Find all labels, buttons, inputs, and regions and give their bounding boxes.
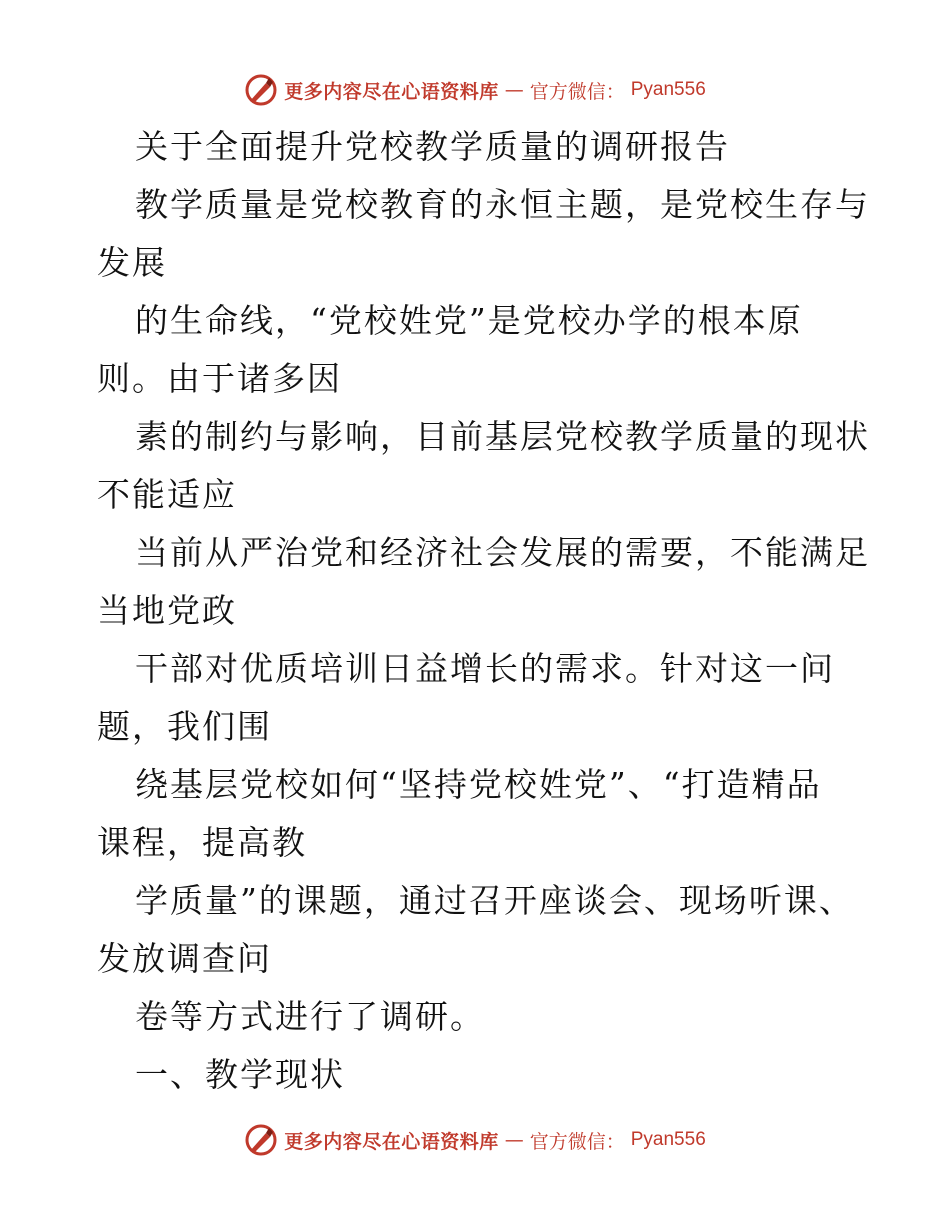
text-line: 卷等方式进行了调研。 <box>135 997 485 1036</box>
watermark-wechat-label: 官方微信： <box>529 1130 625 1153</box>
text-line: 的生命线，“党校姓党”是党校办学的根本原 <box>135 301 803 340</box>
watermark-wechat-label: 官方微信： <box>529 80 625 103</box>
text-line: 学质量”的课题，通过召开座谈会、现场听课、 <box>135 881 854 920</box>
text-line: 干部对优质培训日益增长的需求。针对这一问 <box>135 649 835 688</box>
watermark-text: 更多内容尽在心语资料库 <box>284 80 499 103</box>
text-line: 不能适应 <box>97 475 237 514</box>
text-line: 发展 <box>97 243 167 282</box>
text-line: 绕基层党校如何“坚持党校姓党”、“打造精品 <box>135 765 822 804</box>
pen-logo-icon <box>244 73 278 107</box>
text-line: 素的制约与影响，目前基层党校教学质量的现状 <box>135 417 870 456</box>
text-line: 则。由于诸多因 <box>97 359 342 398</box>
text-line: 当前从严治党和经济社会发展的需要，不能满足 <box>135 533 870 572</box>
watermark-wechat-id: Pyan556 <box>630 1129 706 1150</box>
document-body <box>97 118 870 1104</box>
watermark-separator: — <box>504 79 524 101</box>
text-line: 教学质量是党校教育的永恒主题，是党校生存与 <box>135 185 870 224</box>
watermark-wechat-id: Pyan556 <box>630 79 706 100</box>
pen-logo-icon <box>244 1123 278 1157</box>
text-line: 发放调查问 <box>97 939 272 978</box>
text-line: 课程，提高教 <box>97 823 307 862</box>
header-watermark <box>0 72 950 108</box>
section-heading: 一、教学现状 <box>135 1055 345 1094</box>
document-title: 关于全面提升党校教学质量的调研报告 <box>135 127 730 166</box>
text-line: 题，我们围 <box>97 707 272 746</box>
watermark-text: 更多内容尽在心语资料库 <box>284 1130 499 1153</box>
footer-watermark <box>0 1122 950 1158</box>
watermark-separator: — <box>504 1129 524 1151</box>
text-line: 当地党政 <box>97 591 237 630</box>
